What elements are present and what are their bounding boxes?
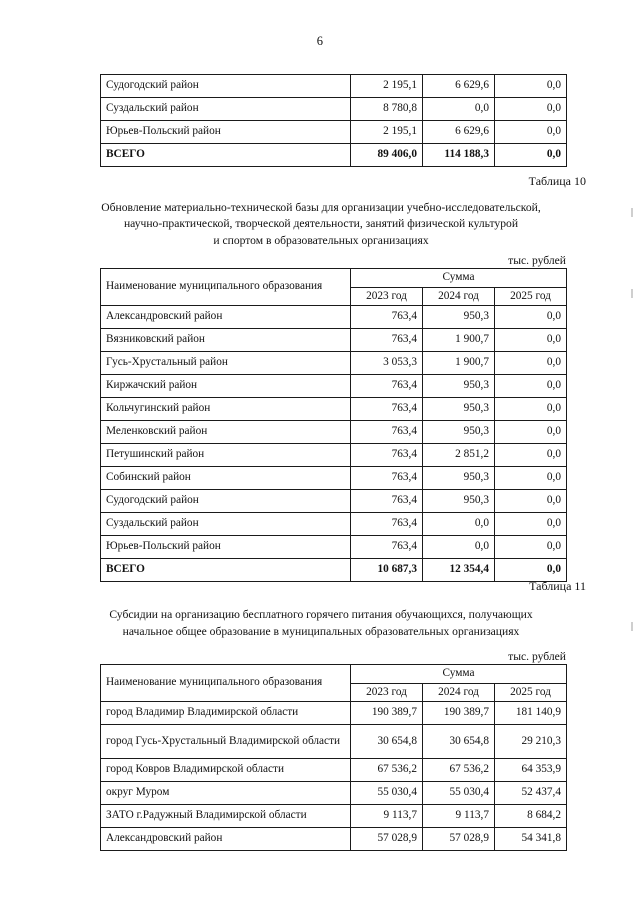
municipality-name: Вязниковский район	[101, 329, 351, 352]
value-2024: 9 113,7	[423, 805, 495, 828]
value-2023: 190 389,7	[351, 702, 423, 725]
municipality-name: округ Муром	[101, 782, 351, 805]
value-2024: 190 389,7	[423, 702, 495, 725]
municipality-name: Суздальский район	[101, 98, 351, 121]
value-2024: 67 536,2	[423, 759, 495, 782]
total-2024: 12 354,4	[423, 559, 495, 582]
table-10	[100, 268, 567, 582]
value-2023: 763,4	[351, 398, 423, 421]
table-row	[101, 121, 567, 144]
value-2025: 0,0	[495, 352, 567, 375]
table-row	[101, 421, 567, 444]
table-11-title-line-1: Субсидии на организацию бесплатного горячего питания обучающихся, получающих	[109, 608, 533, 621]
municipality-name: Кольчугинский район	[101, 398, 351, 421]
total-2025: 0,0	[495, 144, 567, 167]
table-row	[101, 759, 567, 782]
table-row	[101, 352, 567, 375]
value-2025: 0,0	[495, 513, 567, 536]
municipality-name: Судогодский район	[101, 490, 351, 513]
table-total-row	[101, 144, 567, 167]
table-11-title	[72, 607, 570, 640]
header-municipality-name: Наименование муниципального образования	[101, 269, 351, 306]
table-row	[101, 536, 567, 559]
header-year-2024: 2024 год	[423, 683, 495, 702]
value-2024: 950,3	[423, 421, 495, 444]
header-municipality-name: Наименование муниципального образования	[101, 665, 351, 702]
municipality-name: город Гусь-Хрустальный Владимирской области	[101, 725, 351, 759]
header-sum: Сумма	[351, 269, 567, 288]
value-2025: 0,0	[495, 490, 567, 513]
table-row	[101, 805, 567, 828]
value-2023: 763,4	[351, 421, 423, 444]
value-2023: 67 536,2	[351, 759, 423, 782]
value-2024: 0,0	[423, 536, 495, 559]
value-2023: 763,4	[351, 329, 423, 352]
municipality-name: Меленковский район	[101, 421, 351, 444]
header-year-2025: 2025 год	[495, 683, 567, 702]
municipality-name: Петушинский район	[101, 444, 351, 467]
table-10-body	[101, 306, 567, 582]
total-2023: 10 687,3	[351, 559, 423, 582]
value-2024: 950,3	[423, 467, 495, 490]
table-row	[101, 702, 567, 725]
value-2025: 0,0	[495, 121, 567, 144]
value-2024: 1 900,7	[423, 352, 495, 375]
value-2025: 52 437,4	[495, 782, 567, 805]
value-2024: 0,0	[423, 513, 495, 536]
value-2025: 0,0	[495, 467, 567, 490]
value-2023: 2 195,1	[351, 75, 423, 98]
table-row	[101, 467, 567, 490]
table-11-label: Таблица 11	[529, 579, 586, 593]
municipality-name: Гусь-Хрустальный район	[101, 352, 351, 375]
table-row	[101, 306, 567, 329]
value-2024: 950,3	[423, 306, 495, 329]
municipality-name: ЗАТО г.Радужный Владимирской области	[101, 805, 351, 828]
table-11-body	[101, 702, 567, 851]
municipality-name: Александровский район	[101, 828, 351, 851]
table-header-row-top	[101, 665, 567, 684]
municipality-name: Александровский район	[101, 306, 351, 329]
table-row	[101, 725, 567, 759]
value-2024: 57 028,9	[423, 828, 495, 851]
value-2023: 55 030,4	[351, 782, 423, 805]
table-row	[101, 398, 567, 421]
municipality-name: Юрьев-Польский район	[101, 536, 351, 559]
table-fragment-body	[101, 75, 567, 167]
municipality-name: город Ковров Владимирской области	[101, 759, 351, 782]
value-2024: 950,3	[423, 490, 495, 513]
value-2025: 0,0	[495, 536, 567, 559]
value-2023: 763,4	[351, 536, 423, 559]
table-fragment-previous	[100, 74, 567, 167]
value-2024: 2 851,2	[423, 444, 495, 467]
value-2025: 29 210,3	[495, 725, 567, 759]
value-2024: 30 654,8	[423, 725, 495, 759]
value-2023: 763,4	[351, 467, 423, 490]
header-year-2024: 2024 год	[423, 287, 495, 306]
value-2025: 181 140,9	[495, 702, 567, 725]
municipality-name: Собинский район	[101, 467, 351, 490]
value-2024: 0,0	[423, 98, 495, 121]
header-year-2023: 2023 год	[351, 683, 423, 702]
total-2024: 114 188,3	[423, 144, 495, 167]
scan-artifact-mark	[631, 208, 633, 217]
value-2024: 950,3	[423, 375, 495, 398]
value-2025: 0,0	[495, 329, 567, 352]
table-10-title-line-3: и спортом в образовательных организациях	[213, 233, 429, 247]
table-row	[101, 444, 567, 467]
header-sum: Сумма	[351, 665, 567, 684]
table-row	[101, 782, 567, 805]
table-10-label: Таблица 10	[528, 174, 586, 188]
value-2023: 763,4	[351, 490, 423, 513]
value-2023: 9 113,7	[351, 805, 423, 828]
value-2025: 8 684,2	[495, 805, 567, 828]
table-row	[101, 828, 567, 851]
value-2024: 6 629,6	[423, 75, 495, 98]
header-year-2023: 2023 год	[351, 287, 423, 306]
table-row	[101, 329, 567, 352]
table-11-units: тыс. рублей	[508, 650, 566, 663]
municipality-name: город Владимир Владимирской области	[101, 702, 351, 725]
table-10-head	[101, 269, 567, 306]
table-10-title-line-2: научно-практической, творческой деятельности, занятий физической культурой	[123, 217, 519, 231]
value-2023: 2 195,1	[351, 121, 423, 144]
value-2025: 0,0	[495, 75, 567, 98]
value-2025: 0,0	[495, 98, 567, 121]
scan-artifact-mark	[631, 622, 633, 631]
value-2023: 8 780,8	[351, 98, 423, 121]
value-2023: 57 028,9	[351, 828, 423, 851]
value-2023: 30 654,8	[351, 725, 423, 759]
value-2025: 0,0	[495, 421, 567, 444]
table-row	[101, 98, 567, 121]
table-header-row-top	[101, 269, 567, 288]
value-2025: 0,0	[495, 398, 567, 421]
total-2025: 0,0	[495, 559, 567, 582]
total-label: ВСЕГО	[101, 559, 351, 582]
table-10-units: тыс. рублей	[508, 254, 566, 267]
value-2025: 54 341,8	[495, 828, 567, 851]
table-row	[101, 513, 567, 536]
scan-artifact-mark	[631, 289, 633, 298]
value-2024: 1 900,7	[423, 329, 495, 352]
municipality-name: Судогодский район	[101, 75, 351, 98]
value-2023: 763,4	[351, 306, 423, 329]
municipality-name: Юрьев-Польский район	[101, 121, 351, 144]
municipality-name: Суздальский район	[101, 513, 351, 536]
value-2025: 0,0	[495, 306, 567, 329]
total-label: ВСЕГО	[101, 144, 351, 167]
value-2025: 0,0	[495, 375, 567, 398]
table-10-title-line-1: Обновление материально-технической базы для организации учебно-исследовательской,	[101, 201, 541, 214]
value-2023: 763,4	[351, 513, 423, 536]
table-row	[101, 375, 567, 398]
header-year-2025: 2025 год	[495, 287, 567, 306]
municipality-name: Киржачский район	[101, 375, 351, 398]
value-2023: 3 053,3	[351, 352, 423, 375]
value-2023: 763,4	[351, 444, 423, 467]
table-row	[101, 75, 567, 98]
value-2025: 0,0	[495, 444, 567, 467]
value-2024: 6 629,6	[423, 121, 495, 144]
value-2024: 55 030,4	[423, 782, 495, 805]
table-row	[101, 490, 567, 513]
table-11	[100, 664, 567, 851]
table-11-head	[101, 665, 567, 702]
value-2024: 950,3	[423, 398, 495, 421]
table-10-title	[82, 200, 560, 249]
table-11-title-line-2: начальное общее образование в муниципальных образовательных организациях	[122, 624, 520, 638]
value-2023: 763,4	[351, 375, 423, 398]
total-2023: 89 406,0	[351, 144, 423, 167]
value-2025: 64 353,9	[495, 759, 567, 782]
page-number: 6	[316, 34, 324, 48]
